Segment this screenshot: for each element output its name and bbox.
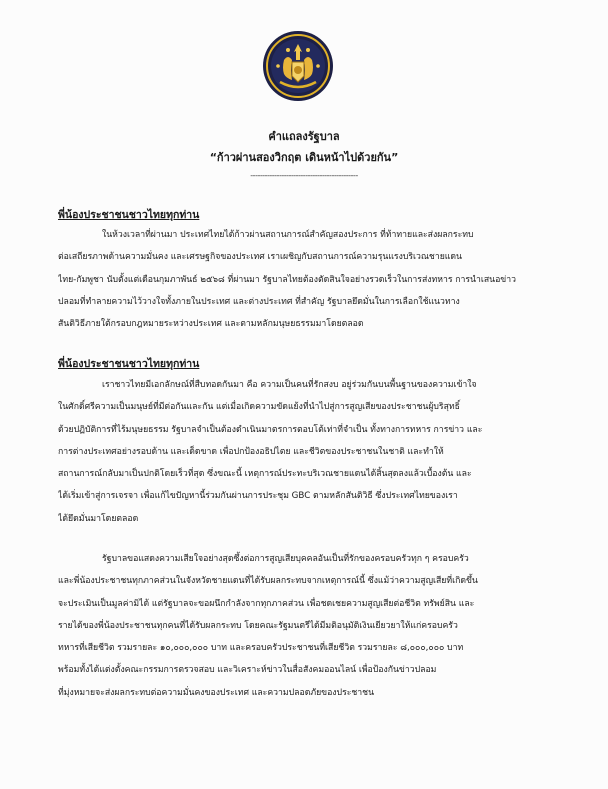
paragraph-line: จะประเมินเป็นมูลค่ามิได้ แต่รัฐบาลจะขอผนึกกำลังจากทุกภาคส่วน เพื่อชดเชยความสูญเสียต่อชีวิต ทรัพย์สิน และ	[58, 598, 475, 609]
paragraph-line: สถานการณ์กลับมาเป็นปกติโดยเร็วที่สุด ซึ่งขณะนี้ เหตุการณ์ประทะบริเวณชายแดนได้สิ้นสุดลงแล้วเบื้องต้น และ	[58, 469, 472, 480]
section-3-paragraph	[58, 548, 542, 704]
section-1-heading: พี่น้องประชาชนชาวไทยทุกท่าน	[58, 209, 200, 221]
paragraph-line: สันติวิธีภายใต้กรอบกฎหมายระหว่างประเทศ และตามหลักมนุษยธรรมมาโดยตลอด	[58, 319, 364, 330]
paragraph-line: ได้ยึดมั่นมาโดยตลอด	[58, 513, 139, 524]
document-subtitle: “ก้าวผ่านสองวิกฤต เดินหน้าไปด้วยกัน”	[209, 151, 399, 164]
document-title: คำแถลงรัฐบาล	[268, 130, 340, 143]
paragraph-line: ทหารที่เสียชีวิต รวมรายละ ๑๐,๐๐๐,๐๐๐ บาท และครอบครัวประชาชนที่เสียชีวิต รวมรายละ ๘,๐๐๐,๐๐๐ บาท	[58, 643, 464, 654]
paragraph-line: ด้วยปฏิบัติการที่ไร้มนุษยธรรม รัฐบาลจำเป็นต้องดำเนินมาตรการตอบโต้เท่าที่จำเป็น ทั้งทางการทหาร การข่าว และ	[58, 424, 483, 435]
government-seal-icon	[262, 30, 334, 102]
title-divider: ---------------------------------------------	[250, 171, 358, 180]
paragraph-line: ในศักดิ์ศรีความเป็นมนุษย์ที่มีต่อกันและกัน แต่เมื่อเกิดความขัดแย้งที่นำไปสู่การสูญเสียของประชาชนผู้บริสุทธิ์	[58, 402, 460, 413]
paragraph-line: ไทย-กัมพูชา นับตั้งแต่เดือนกุมภาพันธ์ ๒๕๖๘ ที่ผ่านมา รัฐบาลไทยต้องตัดสินใจอย่างรวดเร็วในการส่งทหาร การนำเสนอข่าว	[58, 274, 516, 285]
paragraph-line: และพี่น้องประชาชนทุกภาคส่วนในจังหวัดชายแดนที่ได้รับผลกระทบจากเหตุการณ์นี้ ซึ่งแม้ว่าความสูญเสียที่เกิดขึ้น	[58, 576, 478, 587]
paragraph-line: ได้เริ่มเข้าสู่การเจรจา เพื่อแก้ไขปัญหานี้ร่วมกันผ่านการประชุม GBC ตามหลักสันติวิธี ซึ่งประเทศไทยของเรา	[58, 491, 458, 502]
section-2-heading: พี่น้องประชาชนชาวไทยทุกท่าน	[58, 358, 200, 370]
paragraph-line: ที่มุ่งหมายจะส่งผลกระทบต่อความมั่นคงของประเทศ และความปลอดภัยของประชาชน	[58, 687, 375, 698]
paragraph-line: รายได้ของพี่น้องประชาชนทุกคนที่ได้รับผลกระทบ โดยคณะรัฐมนตรีได้มีมติอนุมัติเงินเยียวยาให้แก่ครอบครัว	[58, 620, 458, 631]
paragraph-line: พร้อมทั้งได้แต่งตั้งคณะกรรมการตรวจสอบ และวิเคราะห์ข่าวในสื่อสังคมออนไลน์ เพื่อป้องกันข่าวปลอม	[58, 665, 437, 676]
paragraph-line: ปลอมที่ทำลายความไว้วางใจทั้งภายในประเทศ และต่างประเทศ ที่สำคัญ รัฐบาลยึดมั่นในการเลือกใช้แนวทาง	[58, 296, 460, 307]
paragraph-line: เราชาวไทยมีเอกลักษณ์ที่สืบทอดกันมา คือ ความเป็นคนที่รักสงบ อยู่ร่วมกันบนพื้นฐานของความเข้าใจ	[102, 380, 477, 390]
paragraph-line: ต่อเสถียรภาพด้านความมั่นคง และเศรษฐกิจของประเทศ เราเผชิญกับสถานการณ์ความรุนแรงบริเวณชายแดน	[58, 252, 462, 263]
section-2-paragraph	[58, 374, 542, 530]
paragraph-line: ในห้วงเวลาที่ผ่านมา ประเทศไทยได้ก้าวผ่านสถานการณ์สำคัญสองประการ ที่ท้าทายและส่งผลกระทบ	[102, 230, 474, 240]
section-1-paragraph	[58, 224, 542, 335]
paragraph-line: การต่างประเทศอย่างรอบด้าน และเด็ดขาด เพื่อปกป้องอธิปไตย และชีวิตของประชาชนในชาติ และทำให้	[58, 446, 444, 457]
paragraph-line: รัฐบาลขอแสดงความเสียใจอย่างสุดซึ้งต่อการสูญเสียบุคคลอันเป็นที่รักของครอบครัวทุก ๆ ครอบครัว	[102, 554, 469, 564]
